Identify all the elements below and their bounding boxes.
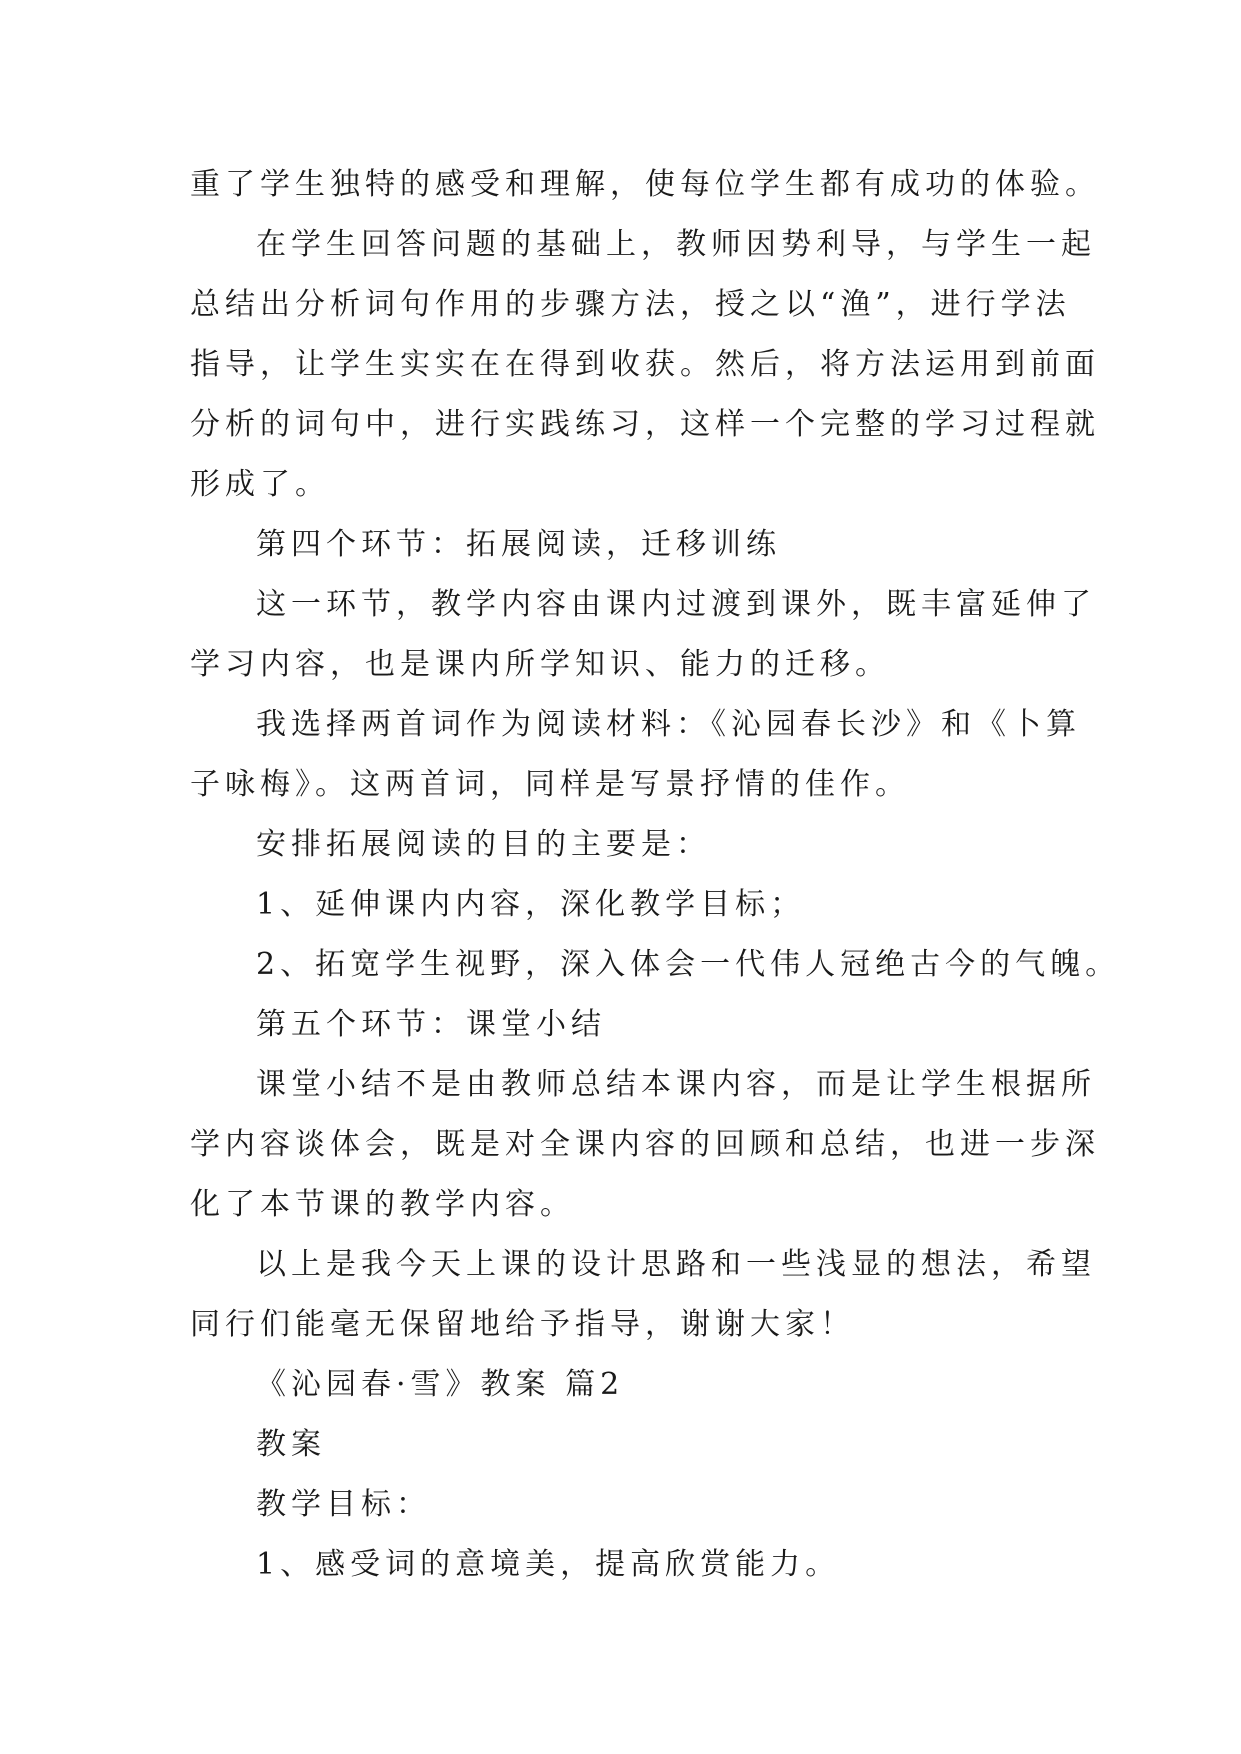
paragraph-line: 学习内容，也是课内所学知识、能力的迁移。 (190, 647, 890, 682)
paragraph-line: 我选择两首词作为阅读材料：《沁园春长沙》和《卜算 (256, 707, 1081, 742)
paragraph-line: 教案 (256, 1427, 326, 1462)
paragraph-line: 第五个环节：课堂小结 (256, 1007, 606, 1042)
paragraph-line: 同行们能毫无保留地给予指导，谢谢大家！ (190, 1307, 855, 1342)
paragraph-line: 以上是我今天上课的设计思路和一些浅显的想法，希望 (256, 1247, 1096, 1282)
paragraph-line: 《沁园春·雪》教案 篇2 (256, 1367, 625, 1402)
paragraph-line: 教学目标： (256, 1487, 431, 1522)
paragraph-line: 子咏梅》。这两首词，同样是写景抒情的佳作。 (190, 767, 910, 802)
paragraph-line: 化了本节课的教学内容。 (190, 1187, 575, 1222)
paragraph-line: 这一环节，教学内容由课内过渡到课外，既丰富延伸了 (256, 587, 1096, 622)
paragraph-line: 在学生回答问题的基础上，教师因势利导，与学生一起 (256, 227, 1096, 262)
paragraph-line: 总结出分析词句作用的步骤方法，授之以“渔”，进行学法 (190, 287, 1071, 322)
paragraph-line: 重了学生独特的感受和理解，使每位学生都有成功的体验。 (190, 167, 1100, 202)
document-body (190, 155, 1121, 1595)
paragraph-line: 学内容谈体会，既是对全课内容的回顾和总结，也进一步深 (190, 1127, 1100, 1162)
paragraph-line: 1、延伸课内内容，深化教学目标； (256, 887, 806, 922)
paragraph-line: 安排拓展阅读的目的主要是： (256, 827, 711, 862)
paragraph-line: 2、拓宽学生视野，深入体会一代伟人冠绝古今的气魄。 (256, 947, 1121, 982)
paragraph-line: 分析的词句中，进行实践练习，这样一个完整的学习过程就 (190, 407, 1100, 442)
paragraph-line: 形成了。 (190, 467, 330, 502)
paragraph-line: 第四个环节：拓展阅读，迁移训练 (256, 527, 781, 562)
paragraph-line: 1、感受词的意境美，提高欣赏能力。 (256, 1547, 841, 1582)
paragraph-line: 指导，让学生实实在在得到收获。然后，将方法运用到前面 (190, 347, 1100, 382)
paragraph-line: 课堂小结不是由教师总结本课内容，而是让学生根据所 (256, 1067, 1096, 1102)
